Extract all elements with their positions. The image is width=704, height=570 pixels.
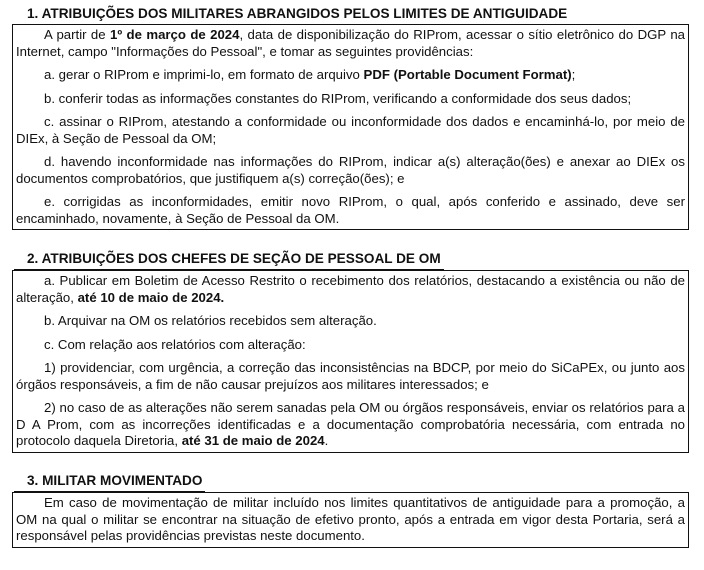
section-1-title: 1. ATRIBUIÇÕES DOS MILITARES ABRANGIDOS PELOS LIMITES DE ANTIGUIDADE [14,5,570,25]
section-3-title: 3. MILITAR MOVIMENTADO [14,472,205,492]
section-3-text: Em caso de movimentação de militar incluído nos limites quantitativos de antiguidade para a promoção, a OM na qual o militar se encontrar na situação de efetivo pronto, após a entrada em vigor desta Portaria, será a responsável pelas providências previstas neste documento. [16,495,685,543]
section-1-item-c: c. assinar o RIProm, atestando a conformidade ou inconformidade dos dados e encaminhá-lo, por meio de DIEx, à Seção de Pessoal da OM; [16,114,685,146]
section-1-box [12,24,689,230]
section-2-item-a: a. Publicar em Boletim de Acesso Restrito o recebimento dos relatórios, destacando a existência ou não de alteração, até 10 de maio de 2024. [16,273,685,305]
deadline-may-31: até 31 de maio de 2024 [181,433,325,448]
deadline-may-10: até 10 de maio de 2024. [77,289,225,305]
section-2-item-c2: 2) no caso de as alterações não serem sanadas pela OM ou órgãos responsáveis, enviar os relatórios para a D A Prom, com as incorreções identificadas e a documentação comprobatória necessária, com entrada no protocolo daquela Diretoria, até 31 de maio de 2024. [16,400,685,448]
intro-date: 1º de março de 2024 [110,27,240,42]
section-2-item-c: c. Com relação aos relatórios com alteração: [44,336,306,352]
section-1-item-a: a. gerar o RIProm e imprimi-lo, em formato de arquivo PDF (Portable Document Format); [44,67,576,82]
section-1-item-b: b. conferir todas as informações constantes do RIProm, verificando a conformidade dos seus dados; [44,90,632,106]
section-2-item-c1: 1) providenciar, com urgência, a correção das inconsistências na BDCP, por meio do SiCaPEx, ou junto aos órgãos responsáveis, a fim de não causar prejuízos aos militares interessados; e [16,360,685,392]
section-2-item-b: b. Arquivar na OM os relatórios recebidos sem alteração. [44,313,377,328]
pdf-format: PDF (Portable Document Format) [363,67,572,82]
section-1-item-e: e. corrigidas as inconformidades, emitir novo RIProm, o qual, após conferido e assinado, deve ser encaminhado, novamente, à Seção de Pessoal da OM. [16,194,685,226]
section-1-item-d: d. havendo inconformidade nas informações do RIProm, indicar a(s) alteração(ões) e anexar ao DIEx os documentos comprobatórios, que justifiquem a(s) correção(ões); e [16,154,685,186]
section-2-box [12,270,689,453]
section-2-title: 2. ATRIBUIÇÕES DOS CHEFES DE SEÇÃO DE PESSOAL DE OM [14,250,444,270]
section-1-intro: A partir de 1º de março de 2024, data de disponibilização do RIProm, acessar o sítio eletrônico do DGP na Internet, campo "Informações do Pessoal", e tomar as seguintes providências: [16,27,685,59]
section-3-box [12,492,689,548]
